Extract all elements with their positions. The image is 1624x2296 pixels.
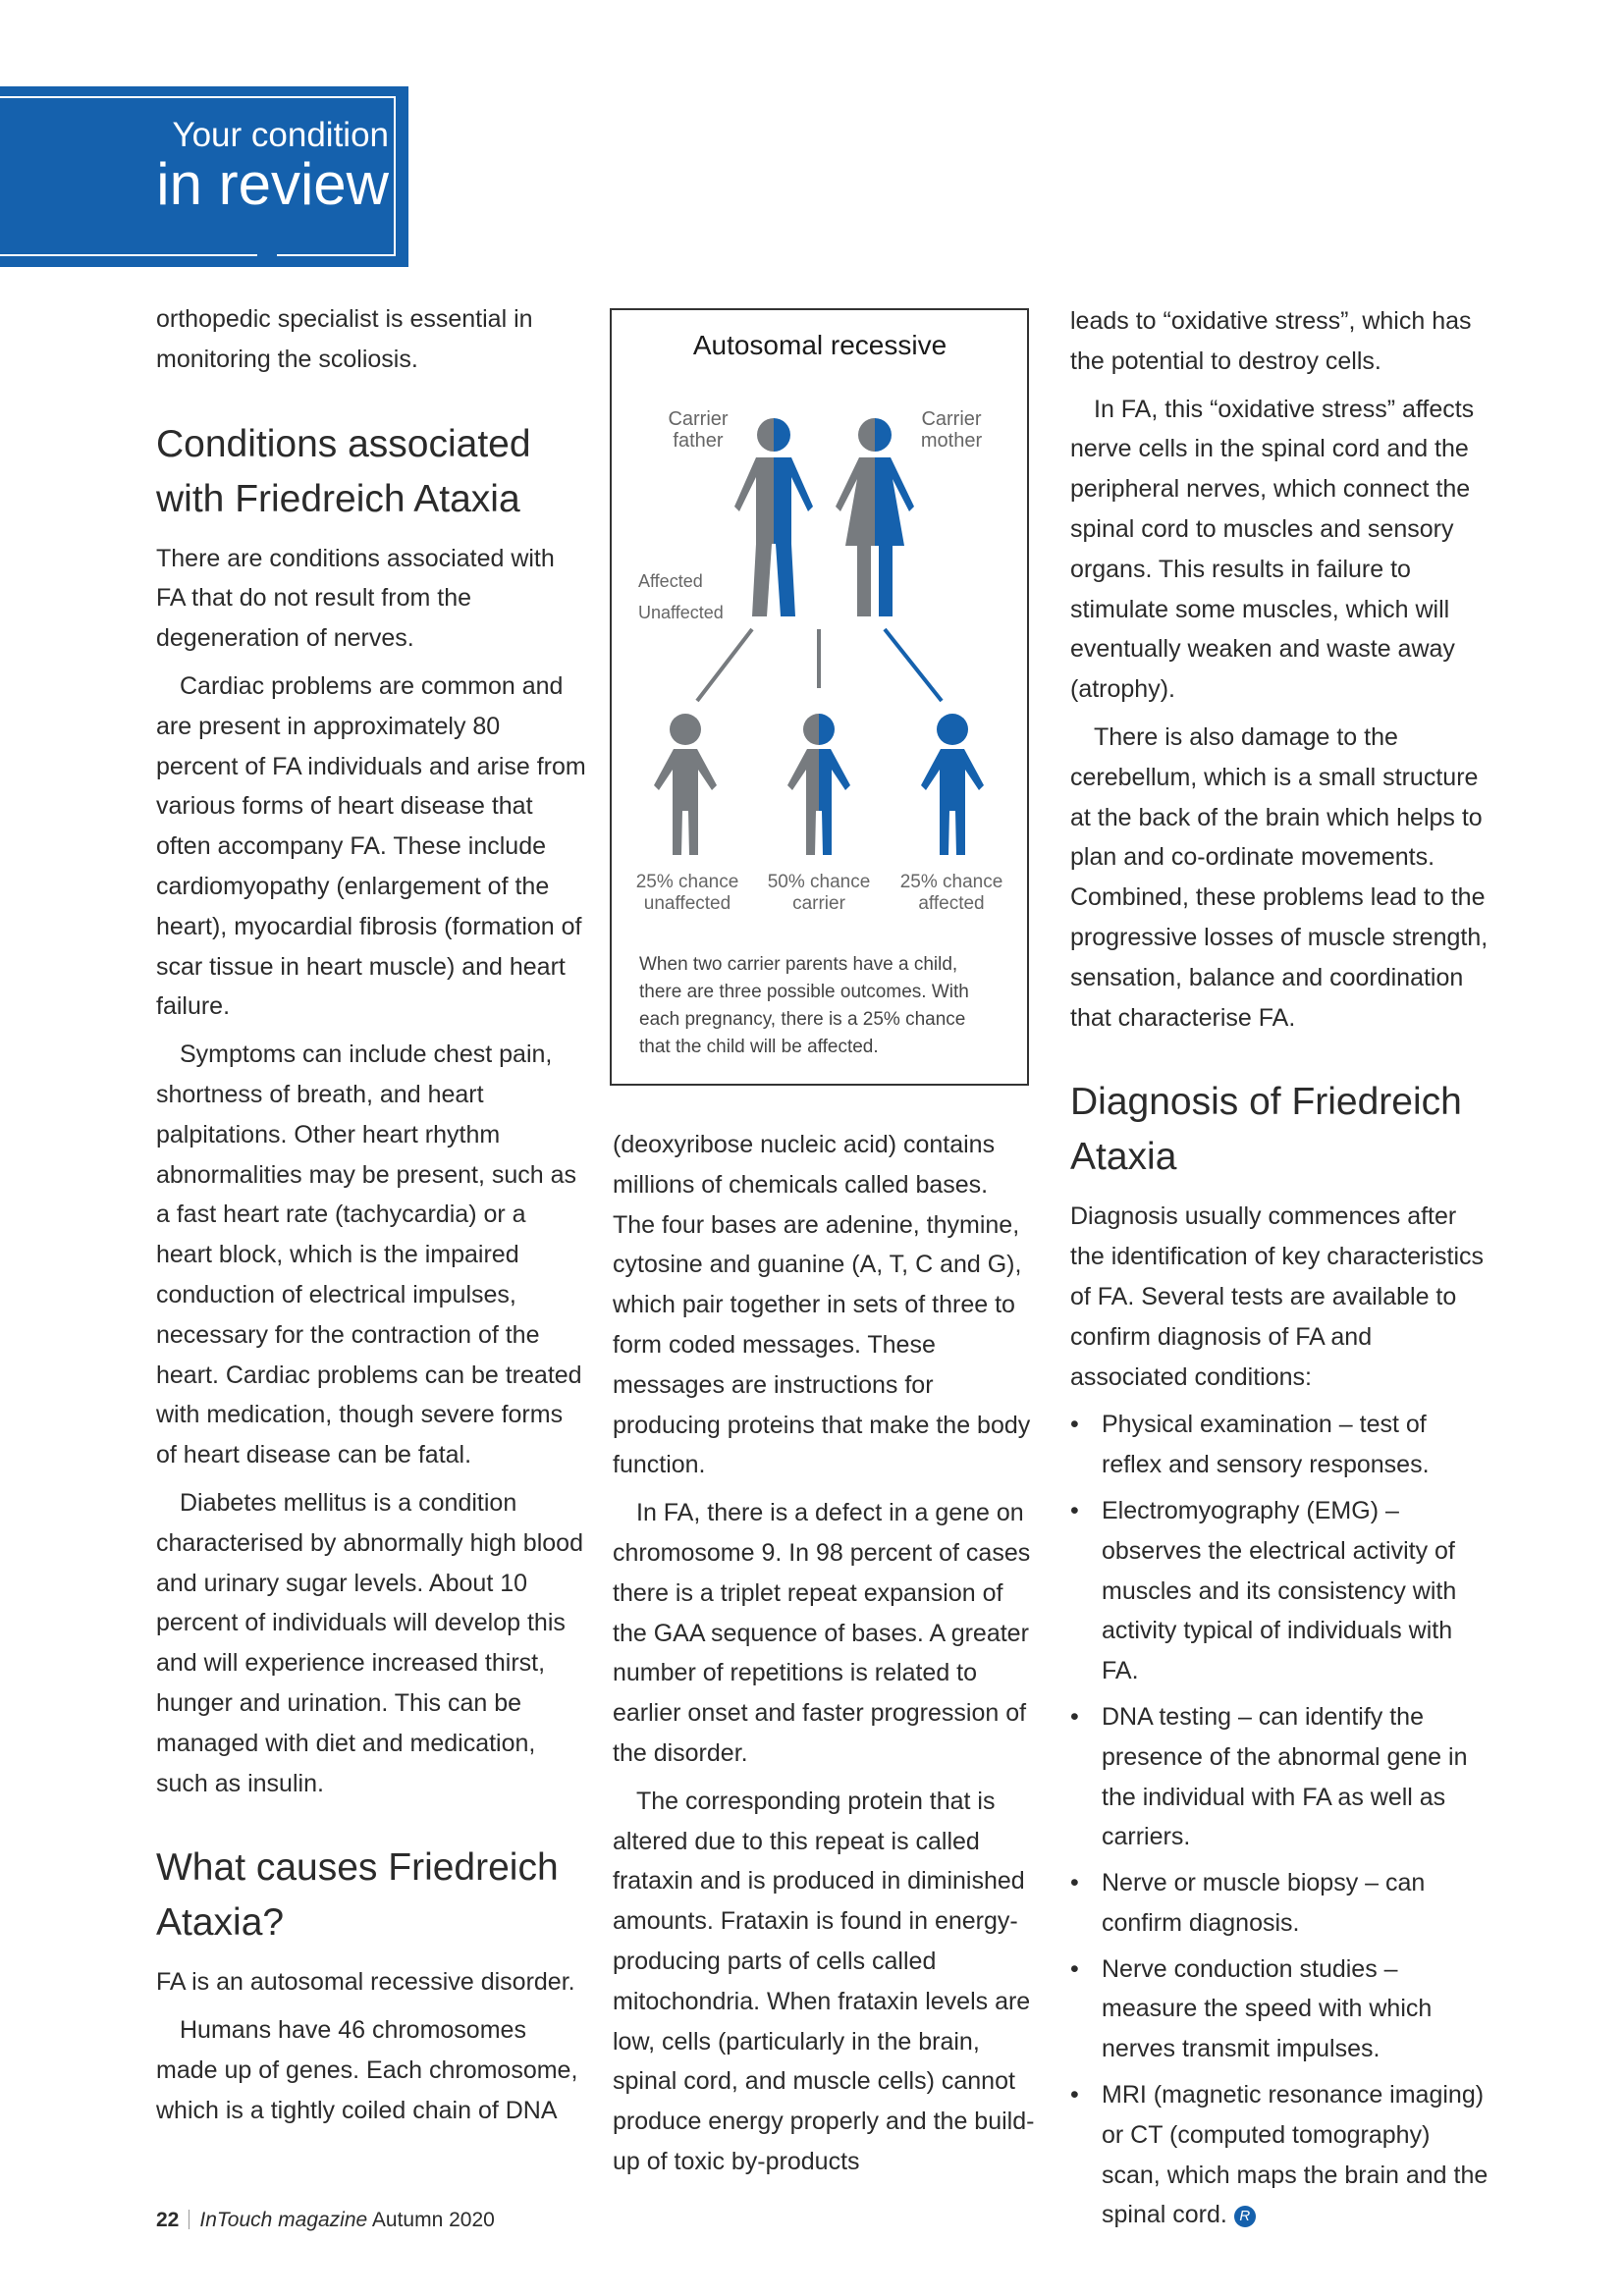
legend-unaffected: Unaffected bbox=[638, 603, 724, 622]
paragraph-autosomal: FA is an autosomal recessive disorder. bbox=[156, 1968, 575, 1997]
column-middle bbox=[613, 1125, 1035, 2190]
paragraph-diagnosis: Diagnosis usually commences after the identification of key characteristics of FA. Several tests are available to confirm diagnosis of FA and associated conditions: bbox=[1070, 1202, 1485, 1391]
heading-conditions: Conditions associated with Friedreich Ataxia bbox=[156, 422, 531, 520]
list-item: • Electromyography (EMG) – observes the electrical activity of muscles and its consistency with activity typical of individuals with FA. bbox=[1070, 1491, 1492, 1691]
list-item-text: MRI (magnetic resonance imaging) or CT (computed tomography) scan, which maps the brain and the spinal cord. bbox=[1102, 2081, 1489, 2229]
father-label-line1: Carrier bbox=[668, 408, 729, 430]
caption-line4: that the child will be affected. bbox=[639, 1037, 879, 1057]
inheritance-diagram-svg bbox=[612, 310, 1027, 1084]
connector-left bbox=[697, 629, 752, 701]
diagnosis-test-list bbox=[1070, 1405, 1492, 2235]
column-left bbox=[156, 299, 588, 2138]
mother-label-line1: Carrier bbox=[921, 408, 982, 430]
list-item: • DNA testing – can identify the presence of the abnormal gene in the individual with FA as well as carriers. bbox=[1070, 1697, 1492, 1857]
paragraph-symptoms: Symptoms can include chest pain, shortness of breath, and heart palpitations. Other heart rhythm abnormalities may be present, such as a fast heart rate (tachycardia) or a heart block, which is the impaired conduction of electrical impulses, necessary for the contraction of the heart. Cardiac problems can be treated with medication, though severe forms of heart disease can be fatal. bbox=[156, 1041, 582, 1469]
child2-label-line2: carrier bbox=[792, 893, 845, 914]
magazine-name: InTouch magazine bbox=[199, 2209, 368, 2231]
page-footer bbox=[156, 2209, 495, 2232]
paragraph-intro: orthopedic specialist is essential in monitoring the scoliosis. bbox=[156, 305, 533, 373]
list-item: • Nerve or muscle biopsy – can confirm diagnosis. bbox=[1070, 1863, 1492, 1944]
badge-subtitle: Your condition bbox=[172, 116, 389, 154]
paragraph-chromosomes: Humans have 46 chromosomes made up of genes. Each chromosome, which is a tightly coiled chain of DNA bbox=[156, 2016, 578, 2124]
child2-label-line1: 50% chance bbox=[767, 872, 871, 892]
paragraph-cardiac: Cardiac problems are common and are present in approximately 80 percent of FA individuals and arise from various forms of heart disease that often accompany FA. These include cardiomyopathy (enlargement of the heart), myocardial fibrosis (formation of scar tissue in heart muscle) and heart failure. bbox=[156, 671, 586, 1021]
paragraph-protein: The corresponding protein that is altered due to this repeat is called frataxin and is produced in diminished amounts. Frataxin is found in energy-producing parts of cells called mitochondria. When frataxin levels are low, cells (particularly in the brain, spinal cord, and muscle cells) cannot produce energy properly and the build-up of toxic by-products bbox=[613, 1787, 1035, 2175]
mother-figure bbox=[836, 418, 914, 616]
caption-line2: there are three possible outcomes. With bbox=[639, 982, 969, 1002]
mother-label-line2: mother bbox=[920, 430, 983, 452]
child-carrier-figure bbox=[787, 714, 850, 855]
child1-label-line2: unaffected bbox=[643, 893, 731, 914]
inheritance-diagram bbox=[610, 308, 1029, 1086]
list-item-last bbox=[1070, 2075, 1492, 2235]
child-unaffected-figure bbox=[654, 714, 717, 855]
badge-notch bbox=[257, 248, 277, 258]
heading-diagnosis: Diagnosis of Friedreich Ataxia bbox=[1070, 1081, 1462, 1179]
section-badge bbox=[0, 86, 408, 267]
paragraph-dna: (deoxyribose nucleic acid) contains millions of chemicals called bases. The four bases are adenine, thymine, cytosine and guanine (A, T, C and G), which pair together in sets of three to form coded messages. These messages are instructions for producing proteins that make the body function. bbox=[613, 1131, 1031, 1479]
caption-line3: each pregnancy, there is a 25% chance bbox=[639, 1009, 966, 1030]
paragraph-conditions: There are conditions associated with FA that do not result from the degeneration of nerves. bbox=[156, 544, 555, 653]
list-item: • Nerve conduction studies – measure the speed with which nerves transmit impulses. bbox=[1070, 1949, 1492, 2069]
connector-right bbox=[885, 629, 942, 701]
child1-label-line1: 25% chance bbox=[635, 872, 739, 892]
heading-causes: What causes Friedreich Ataxia? bbox=[156, 1846, 559, 1945]
paragraph-oxidative-fa: In FA, this “oxidative stress” affects nerve cells in the spinal cord and the peripheral nerves, which connect the spinal cord to muscles and sensory organs. This results in failure to stimulate some muscles, which will eventually weaken and waste away (atrophy). bbox=[1070, 395, 1475, 704]
paragraph-diabetes: Diabetes mellitus is a condition characterised by abnormally high blood and urinary sugar levels. About 10 percent of individuals will develop this and will experience increased thirst, hunger and urination. This can be managed with diet and medication, such as insulin. bbox=[156, 1488, 583, 1797]
paragraph-defect: In FA, there is a defect in a gene on chromosome 9. In 98 percent of cases there is a triplet repeat expansion of the GAA sequence of bases. A greater number of repetitions is related to earlier onset and faster progression of the disorder. bbox=[613, 1499, 1031, 1767]
diagram-title: Autosomal recessive bbox=[692, 330, 947, 360]
column-right bbox=[1070, 301, 1492, 2241]
legend-affected: Affected bbox=[638, 571, 703, 591]
list-item: • Physical examination – test of reflex and sensory responses. bbox=[1070, 1405, 1492, 1485]
child3-label-line1: 25% chance bbox=[899, 872, 1003, 892]
page-number: 22 bbox=[156, 2209, 180, 2231]
end-mark-icon: R bbox=[1234, 2206, 1256, 2227]
paragraph-cerebellum: There is also damage to the cerebellum, which is a small structure at the back of the brain which helps to plan and co-ordinate movements. Combined, these problems lead to the progressive losses of muscle strength, sensation, balance and coordination that characterise FA. bbox=[1070, 722, 1489, 1032]
badge-title: in review bbox=[156, 151, 389, 217]
magazine-issue: Autumn 2020 bbox=[371, 2209, 495, 2231]
child-affected-figure bbox=[921, 714, 984, 855]
father-figure bbox=[734, 418, 813, 616]
caption-line1: When two carrier parents have a child, bbox=[639, 954, 958, 975]
child3-label-line2: affected bbox=[918, 893, 985, 914]
father-label-line2: father bbox=[673, 430, 724, 452]
paragraph-oxidative: leads to “oxidative stress”, which has the potential to destroy cells. bbox=[1070, 307, 1472, 375]
